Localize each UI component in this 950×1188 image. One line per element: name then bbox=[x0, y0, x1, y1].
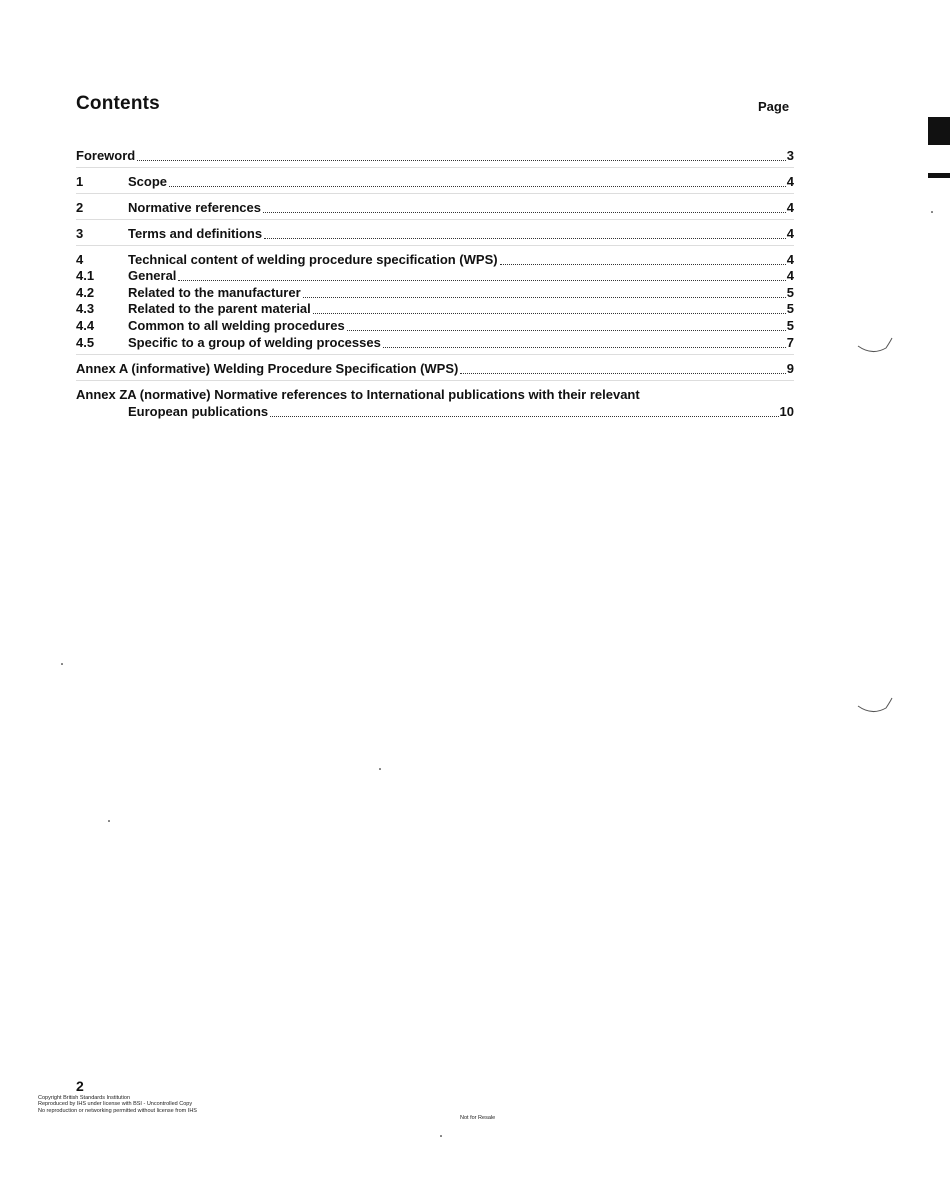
toc-entry-specific-to-group-of-processes[interactable] bbox=[76, 335, 794, 351]
dot-leader bbox=[169, 185, 786, 187]
scan-artifact-curve bbox=[856, 336, 896, 358]
dot-leader bbox=[347, 329, 786, 331]
footer-copyright-line: Copyright British Standards Institution bbox=[38, 1095, 131, 1101]
footer-reproduction-line: No reproduction or networking permitted without license from IHS bbox=[38, 1107, 197, 1114]
toc-entry-general[interactable] bbox=[76, 268, 794, 284]
toc-entry-text: Annex A (informative) Welding Procedure Specification (WPS) bbox=[76, 361, 459, 376]
footer-license-line: Reproduced by IHS under license with BSI - Uncontrolled Copy bbox=[38, 1101, 193, 1108]
toc-entry-text: Technical content of welding procedure specification (WPS) bbox=[128, 252, 498, 267]
toc-entry-page: 5 bbox=[786, 318, 794, 333]
toc-entry-page: 4 bbox=[786, 268, 794, 283]
dot-leader bbox=[313, 312, 786, 314]
scan-speck bbox=[931, 211, 933, 213]
page-title: Contents bbox=[76, 93, 160, 114]
toc-entry-page: 4 bbox=[786, 200, 794, 215]
toc-entry-page: 9 bbox=[786, 361, 794, 376]
toc-entry-related-to-parent-material[interactable] bbox=[76, 301, 794, 317]
scan-artifact-curve bbox=[856, 696, 896, 718]
toc-entry-text: European publications bbox=[128, 404, 269, 419]
toc-entry-annex-za[interactable] bbox=[76, 387, 794, 403]
toc-entry-page: 5 bbox=[786, 285, 794, 300]
toc-divider bbox=[76, 354, 794, 355]
scan-registration-mark bbox=[928, 117, 950, 145]
dot-leader bbox=[500, 263, 786, 265]
dot-leader bbox=[303, 296, 786, 298]
toc-divider bbox=[76, 219, 794, 220]
toc-entry-number: 4.1 bbox=[76, 268, 95, 283]
toc-entry-number: 4.5 bbox=[76, 335, 95, 350]
footer-page-number: 2 bbox=[76, 1078, 84, 1094]
toc-entry-number: 4.4 bbox=[76, 318, 95, 333]
footer-copyright-block bbox=[38, 1095, 197, 1114]
scan-speck bbox=[108, 820, 110, 822]
scan-speck bbox=[379, 768, 381, 770]
dot-leader bbox=[137, 159, 786, 161]
toc-entry-text: Common to all welding procedures bbox=[128, 318, 345, 333]
toc-entry-text: Scope bbox=[128, 174, 168, 189]
toc-entry-annex-a[interactable] bbox=[76, 361, 794, 377]
dot-leader bbox=[270, 415, 778, 417]
toc-divider bbox=[76, 167, 794, 168]
toc-entry-number: 4.3 bbox=[76, 301, 95, 316]
dot-leader bbox=[263, 211, 786, 213]
toc-entry-number: 1 bbox=[76, 174, 84, 189]
footer-not-for-resale: Not for Resale bbox=[460, 1115, 496, 1121]
toc-entry-scope[interactable] bbox=[76, 174, 794, 190]
toc-entry-number: 3 bbox=[76, 226, 84, 241]
toc-entry-text: Annex ZA (normative) Normative references to International publications with their relevant bbox=[76, 387, 640, 402]
toc-entry-related-to-manufacturer[interactable] bbox=[76, 285, 794, 301]
dot-leader bbox=[383, 346, 786, 348]
toc-entry-text: Normative references bbox=[128, 200, 261, 215]
toc-entry-common-to-all-welding-procedures[interactable] bbox=[76, 318, 794, 334]
dot-leader bbox=[178, 279, 785, 281]
toc-entry-text: Specific to a group of welding processes bbox=[128, 335, 381, 350]
toc-entry-page: 10 bbox=[779, 404, 794, 419]
dot-leader bbox=[264, 237, 786, 239]
toc-entry-normative-references[interactable] bbox=[76, 200, 794, 216]
toc-entry-technical-content[interactable] bbox=[76, 252, 794, 268]
toc-entry-foreword[interactable] bbox=[76, 148, 794, 164]
toc-entry-number: 2 bbox=[76, 200, 84, 215]
toc-divider bbox=[76, 193, 794, 194]
toc-entry-page: 5 bbox=[786, 301, 794, 316]
toc-entry-page: 7 bbox=[786, 335, 794, 350]
toc-entry-page: 4 bbox=[786, 252, 794, 267]
toc-entry-terms-and-definitions[interactable] bbox=[76, 226, 794, 242]
toc-entry-text: General bbox=[128, 268, 177, 283]
scan-registration-dash bbox=[928, 173, 950, 178]
toc-entry-page: 3 bbox=[786, 148, 794, 163]
toc-entry-annex-za-continued[interactable] bbox=[76, 404, 794, 420]
toc-divider bbox=[76, 245, 794, 246]
toc-entry-page: 4 bbox=[786, 226, 794, 241]
toc-entry-text: Terms and definitions bbox=[128, 226, 263, 241]
scan-speck bbox=[61, 663, 63, 665]
scan-speck bbox=[440, 1135, 442, 1137]
toc-divider bbox=[76, 380, 794, 381]
toc-entry-number: 4 bbox=[76, 252, 84, 267]
toc-entry-page: 4 bbox=[786, 174, 794, 189]
toc-entry-number: 4.2 bbox=[76, 285, 95, 300]
toc-entry-text: Foreword bbox=[76, 148, 136, 163]
dot-leader bbox=[460, 372, 785, 374]
toc-entry-text: Related to the parent material bbox=[128, 301, 311, 316]
toc-entry-text: Related to the manufacturer bbox=[128, 285, 301, 300]
page-column-label: Page bbox=[758, 99, 790, 114]
